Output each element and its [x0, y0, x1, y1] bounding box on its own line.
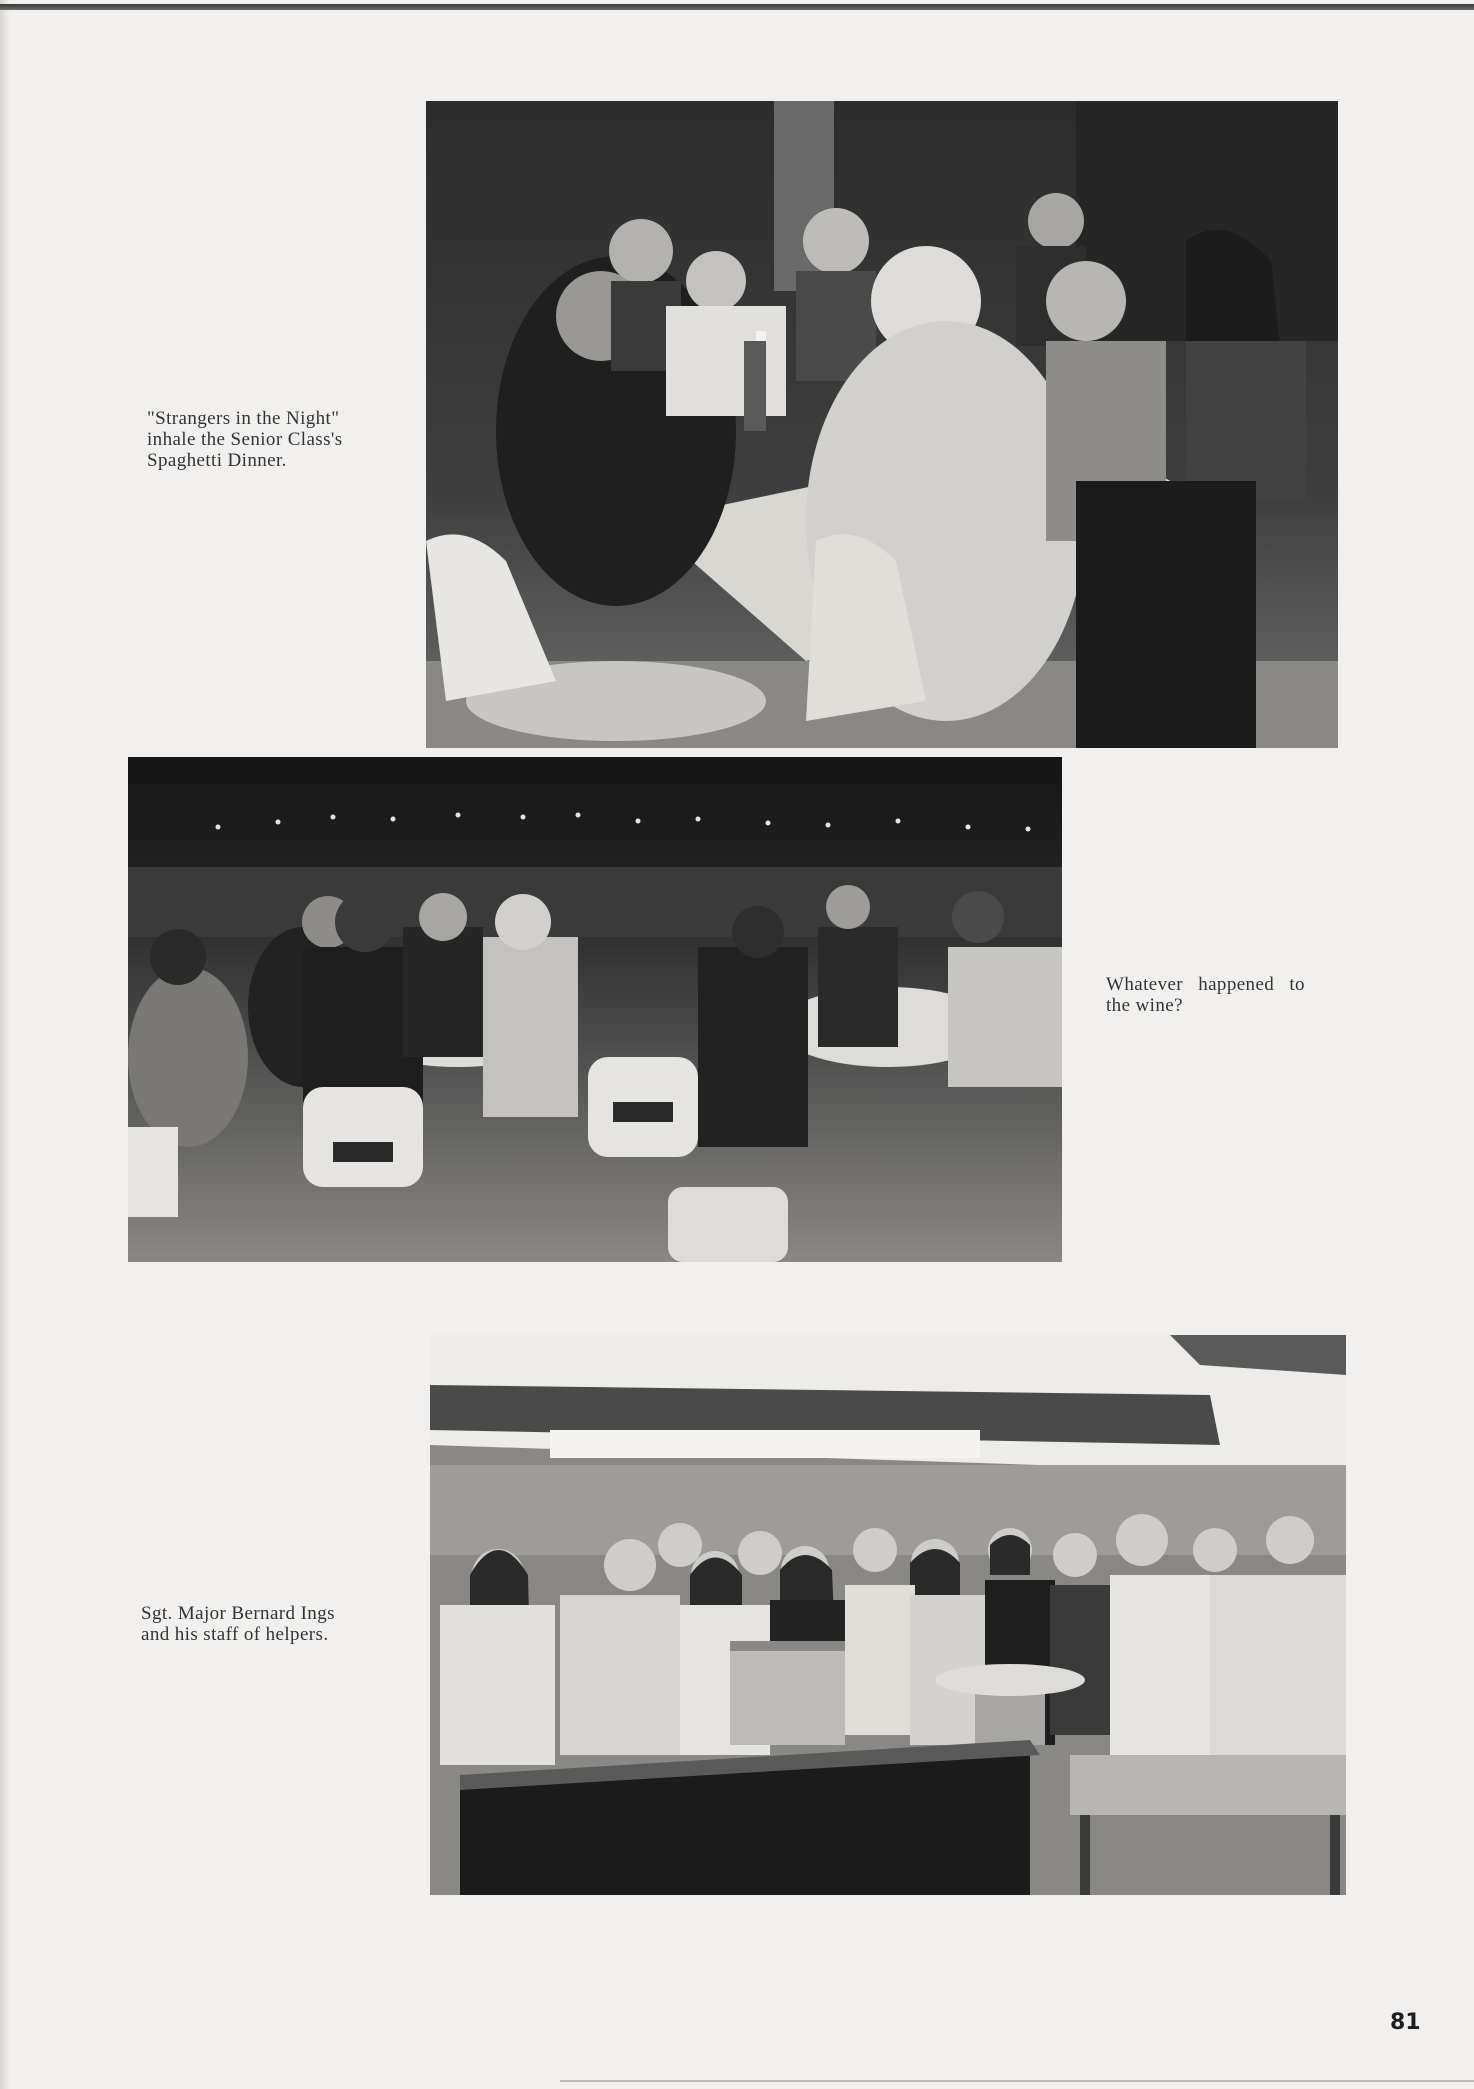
spaghetti-dinner-caption	[147, 408, 377, 471]
caption-line: Spaghetti Dinner.	[147, 450, 287, 471]
spaghetti-dinner-image	[426, 101, 1338, 748]
bottom-rule	[560, 2080, 1474, 2082]
page-gutter-shadow	[0, 0, 10, 2089]
dining-hall-caption	[1106, 974, 1336, 1016]
kitchen-staff-image	[430, 1335, 1346, 1895]
dining-hall-photo	[128, 757, 1062, 1262]
top-rule	[0, 4, 1474, 10]
caption-line: Whatever happened to	[1106, 974, 1305, 995]
caption-line: "Strangers in the Night"	[147, 408, 340, 429]
spaghetti-dinner-photo	[426, 101, 1338, 748]
caption-line: the wine?	[1106, 995, 1183, 1016]
caption-line: and his staff of helpers.	[141, 1624, 329, 1645]
caption-line: Sgt. Major Bernard Ings	[141, 1603, 335, 1624]
caption-line: inhale the Senior Class's	[147, 429, 343, 450]
kitchen-staff-photo	[430, 1335, 1346, 1895]
kitchen-staff-caption	[141, 1603, 391, 1645]
page-number: 81	[1390, 2010, 1421, 2035]
dining-hall-image	[128, 757, 1062, 1262]
